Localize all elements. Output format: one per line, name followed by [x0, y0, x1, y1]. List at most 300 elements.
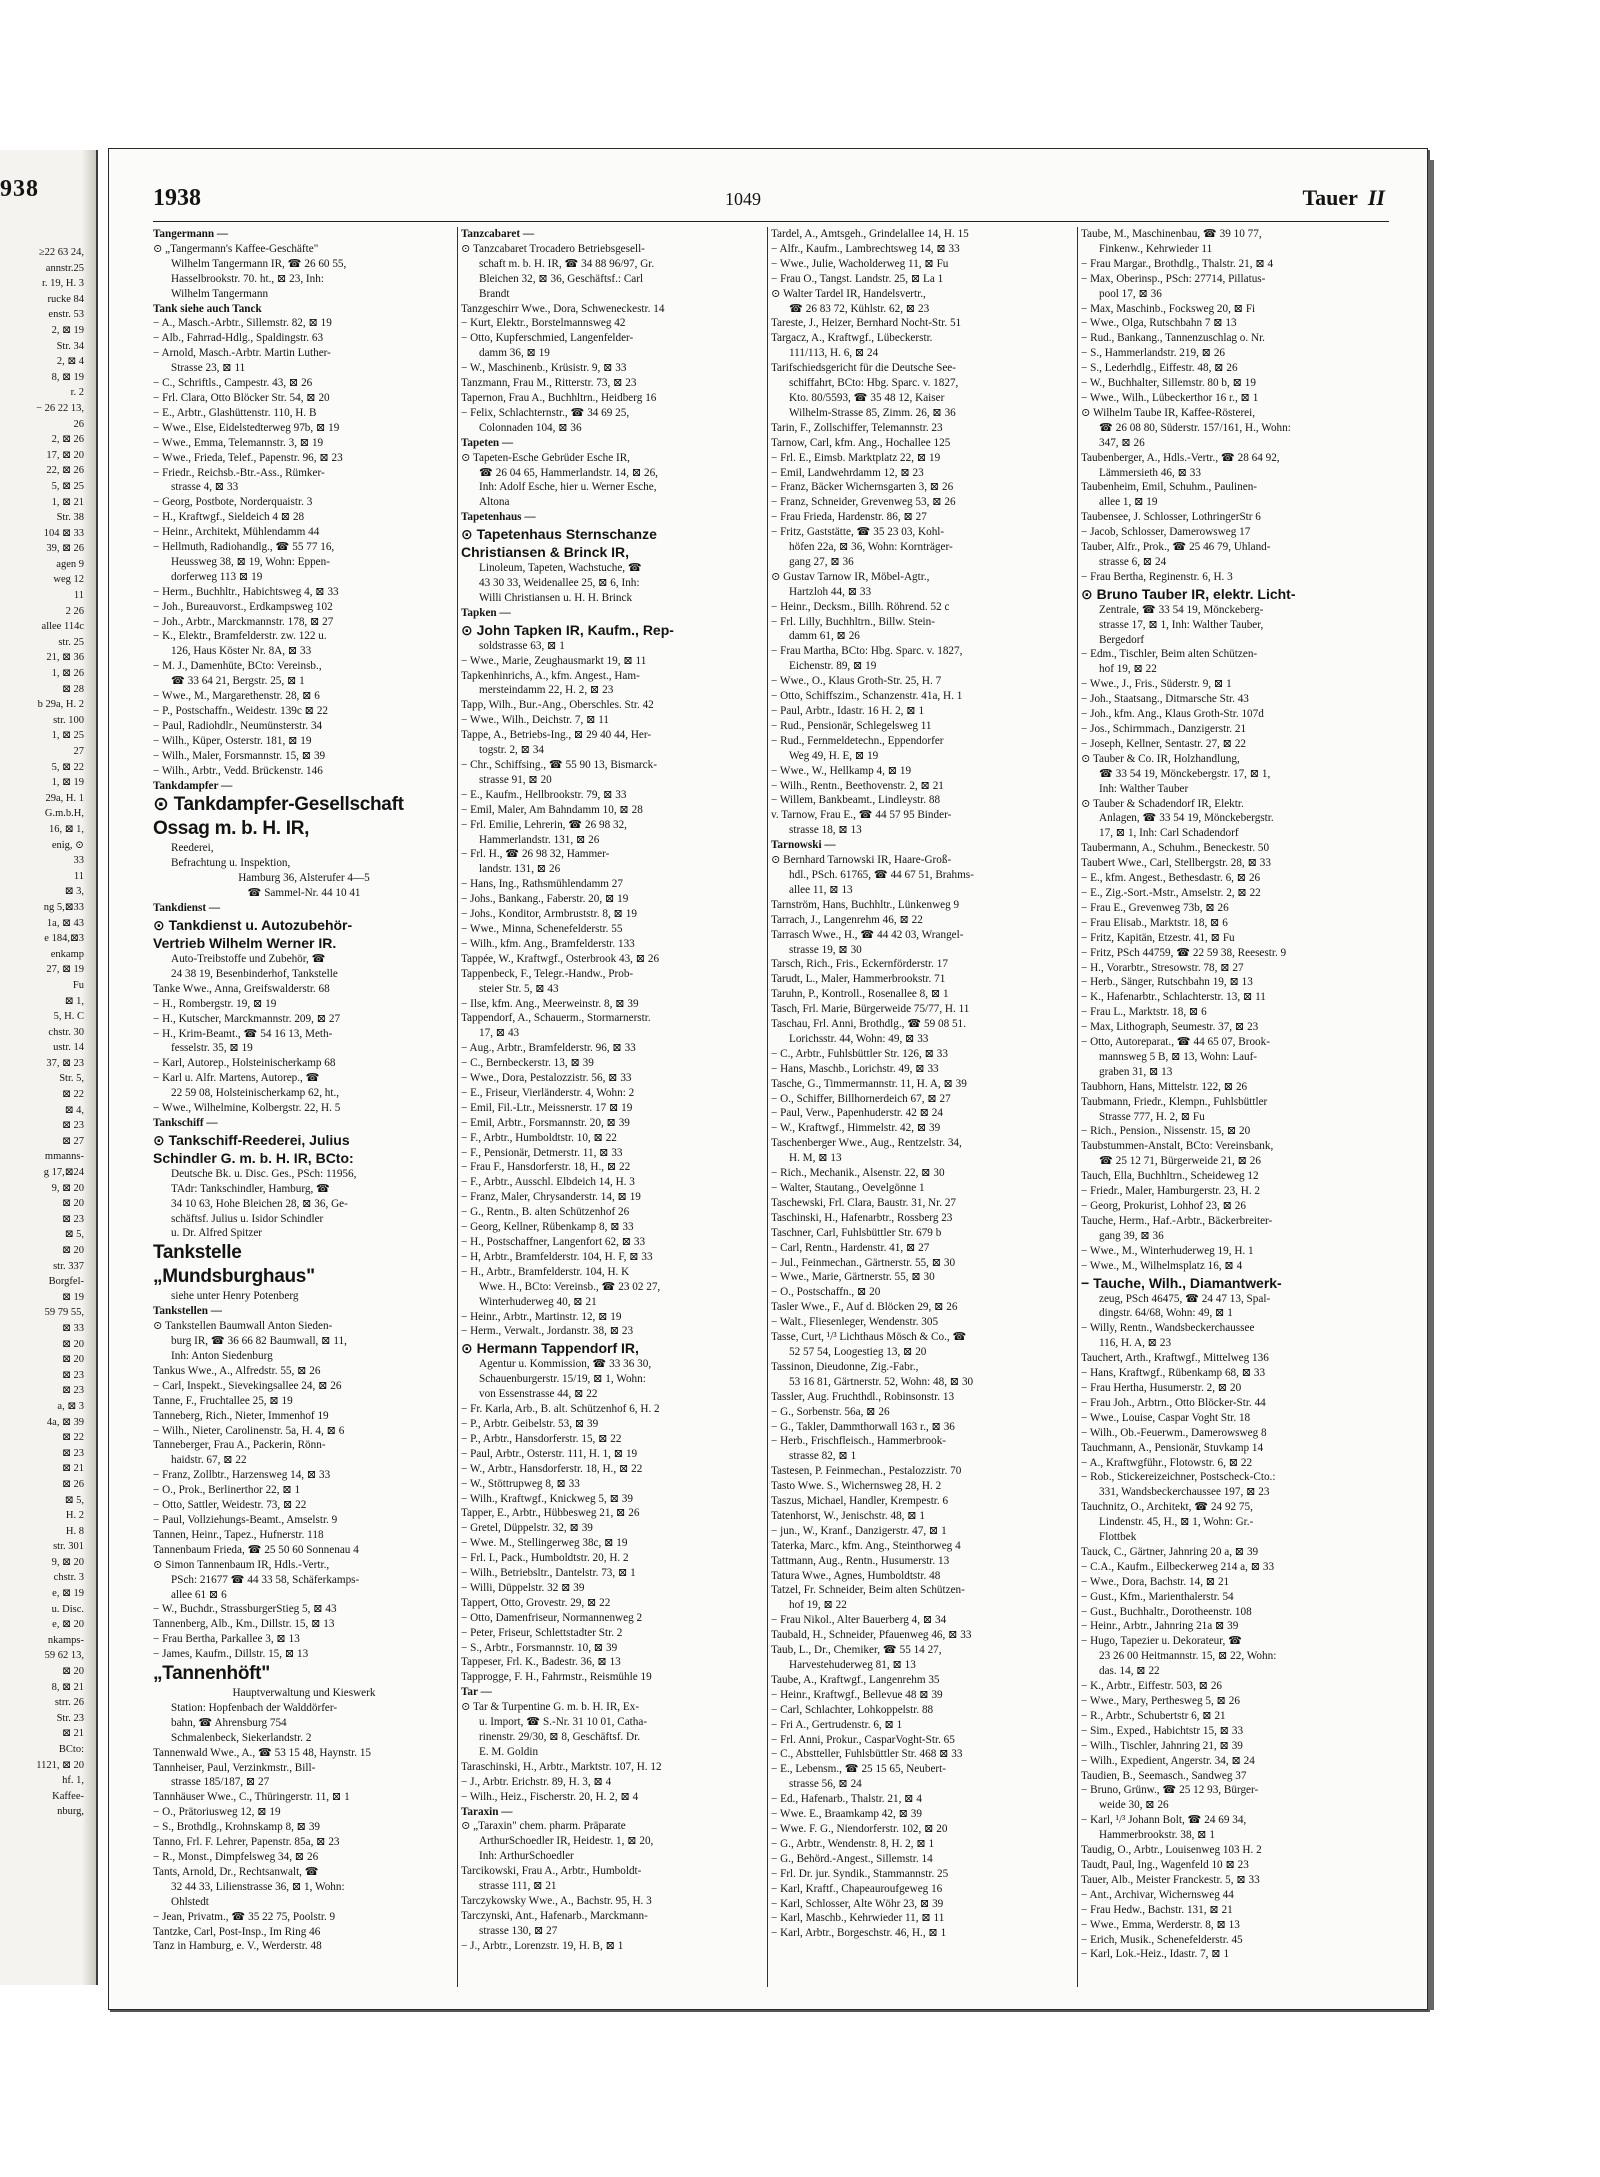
directory-entry: Tauer, Alb., Meister Franckestr. 5, ⊠ 33 — [1081, 1873, 1260, 1886]
directory-entry: strasse 18, ⊠ 13 — [789, 824, 862, 837]
directory-entry: Tatenhorst, W., Jenischstr. 48, ⊠ 1 — [771, 1509, 926, 1522]
directory-entry: strasse 82, ⊠ 1 — [789, 1450, 857, 1463]
previous-page-line: 9, ⊠ 20 — [51, 1556, 84, 1568]
directory-entry: Tasche, G., Timmermannstr. 11, H. A, ⊠ 39 — [771, 1077, 967, 1090]
directory-entry: Tassler, Aug. Fruchthdl., Robinsonstr. 13 — [771, 1390, 955, 1403]
directory-entry: ⊙ Tapeten-Esche Gebrüder Esche IR, — [461, 451, 630, 464]
directory-entry: Vertrieb Wilhelm Werner IR. — [153, 934, 337, 951]
previous-page-line: Str. 34 — [56, 340, 84, 352]
directory-entry: − E., Lebensm., ☎ 25 15 65, Neubert- — [771, 1763, 946, 1776]
directory-entry: − O., Prok., Berlinerthor 22, ⊠ 1 — [153, 1484, 301, 1497]
directory-entry: − K., Hafenarbtr., Schlachterstr. 13, ⊠ 11 — [1081, 991, 1266, 1004]
previous-page-line: ng 5,⊠33 — [43, 901, 84, 913]
directory-entry: hof 19, ⊠ 22 — [789, 1599, 847, 1612]
directory-entry: − F., Pensionär, Detmerstr. 11, ⊠ 33 — [461, 1146, 623, 1159]
directory-entry: Tatzel, Fr. Schneider, Beim alten Schützen- — [771, 1584, 965, 1597]
directory-entry: − Hans, Ing., Rathsmühlendamm 27 — [461, 878, 623, 891]
directory-entry: − S., Brothdlg., Krohnskamp 8, ⊠ 39 — [153, 1821, 321, 1834]
previous-page-line: chstr. 30 — [48, 1026, 84, 1038]
previous-page-line: Kaffee- — [52, 1790, 84, 1802]
directory-entry: Tauchnitz, O., Architekt, ☎ 24 92 75, — [1081, 1501, 1253, 1514]
previous-page-line: ⊠ 3, — [64, 886, 84, 898]
directory-entry: − Otto, Kupferschmied, Langenfelder- — [461, 332, 634, 345]
directory-entry: Reederei, — [171, 842, 214, 855]
directory-entry: Inh: Walther Tauber — [1099, 782, 1189, 795]
directory-entry: Tantzke, Carl, Post-Insp., Im Ring 46 — [153, 1925, 321, 1938]
directory-entry: Tauber, Alfr., Prok., ☎ 25 46 79, Uhland- — [1081, 541, 1271, 554]
directory-entry: Bergedorf — [1099, 633, 1145, 646]
directory-entry: − Edm., Tischler, Beim alten Schützen- — [1081, 648, 1258, 661]
directory-entry: höfen 22a, ⊠ 36, Wohn: Kornträger- — [789, 541, 953, 554]
directory-entry: Tants, Arnold, Dr., Rechtsanwalt, ☎ — [153, 1865, 319, 1878]
directory-entry: − Herb., Sänger, Rutschbahn 19, ⊠ 13 — [1081, 976, 1253, 989]
previous-page-line: nkamps- — [47, 1634, 84, 1646]
directory-entry: − Wwe., Wilh., Lübeckerthor 16 r., ⊠ 1 — [1081, 391, 1259, 404]
directory-entry: − Herb., Frischfleisch., Hammerbrook- — [771, 1435, 947, 1448]
directory-entry: − Ed., Hafenarb., Thalstr. 21, ⊠ 4 — [771, 1793, 922, 1806]
directory-entry: − Frau Bertha, Reginenstr. 6, H. 3 — [1081, 570, 1233, 583]
directory-entry: Schmalenbeck, Siekerlandstr. 2 — [171, 1731, 312, 1744]
previous-page-line: ⊠ 4, — [64, 1104, 84, 1116]
directory-entry: − Joh., Bureauvorst., Erdkampsweg 102 — [153, 600, 333, 613]
directory-entry: ⊙ Tauber & Schadendorf IR, Elektr. — [1081, 797, 1244, 810]
directory-entry: Ohlstedt — [171, 1895, 209, 1908]
directory-entry: ⊙ Simon Tannenbaum IR, Hdls.-Vertr., — [153, 1558, 330, 1571]
directory-entry: damm 61, ⊠ 26 — [789, 630, 860, 643]
directory-entry: − Herm., Verwalt., Jordanstr. 38, ⊠ 23 — [461, 1325, 634, 1338]
directory-entry: Heussweg 38, ⊠ 19, Wohn: Eppen- — [171, 555, 330, 568]
directory-entry: − Rud., Bankang., Tannenzuschlag o. Nr. — [1081, 332, 1265, 345]
directory-entry: Taube, M., Maschinenbau, ☎ 39 10 77, — [1081, 228, 1262, 240]
directory-entry: − Karl, Schlosser, Alte Wöhr 23, ⊠ 39 — [771, 1897, 944, 1910]
directory-entry: − Felix, Schlachternstr., ☎ 34 69 25, — [461, 406, 630, 419]
directory-entry: − H., Rombergstr. 19, ⊠ 19 — [153, 997, 277, 1010]
previous-page-line: 16, ⊠ 1, — [48, 823, 84, 835]
previous-page-line: ⊠ 23 — [62, 1447, 84, 1459]
directory-entry: Tappeser, Frl. K., Badestr. 36, ⊠ 13 — [461, 1656, 621, 1669]
directory-entry: − W., Stöttrupweg 8, ⊠ 33 — [461, 1477, 580, 1490]
previous-page-line: 2 26 — [65, 605, 84, 617]
directory-entry: − Frau Bertha, Parkallee 3, ⊠ 13 — [153, 1633, 300, 1646]
previous-page-line: strr. 26 — [54, 1697, 84, 1709]
directory-entry: Taubermann, A., Schuhm., Beneckestr. 50 — [1081, 842, 1270, 855]
directory-entry: − Wilh., Arbtr., Vedd. Brückenstr. 146 — [153, 764, 323, 777]
previous-page-line: 27 — [73, 746, 84, 757]
directory-entry: graben 31, ⊠ 13 — [1099, 1065, 1173, 1078]
directory-entry: 111/113, H. 6, ⊠ 24 — [789, 347, 879, 360]
directory-entry: soldstrasse 63, ⊠ 1 — [479, 639, 565, 652]
directory-entry: − Wwe. M., Stellingerweg 38c, ⊠ 19 — [461, 1537, 628, 1550]
previous-page-line: Fu — [72, 979, 84, 991]
directory-entry: − Wilh., Heiz., Fischerstr. 20, H. 2, ⊠ 4 — [461, 1790, 639, 1803]
directory-entry: schaft m. b. H. IR, ☎ 34 88 96/97, Gr. — [479, 257, 655, 270]
directory-entry: − Alfr., Kaufm., Lambrechtsweg 14, ⊠ 33 — [771, 242, 960, 255]
directory-entry: ⊙ Tar & Turpentine G. m. b. H. IR, Ex- — [461, 1701, 640, 1714]
directory-entry: Tarin, F., Zollschiffer, Telemannstr. 23 — [771, 421, 943, 434]
directory-entry: − Wwe., M., Winterhuderweg 19, H. 1 — [1081, 1244, 1254, 1257]
directory-entry: − Max, Lithograph, Seumestr. 37, ⊠ 23 — [1081, 1021, 1259, 1034]
page-year: 1938 — [153, 185, 201, 211]
directory-entry: „Mundsburghaus" — [153, 1266, 315, 1288]
directory-entry: ⊙ „Taraxin" chem. pharm. Präparate — [461, 1820, 626, 1833]
directory-entry: strasse 4, ⊠ 33 — [171, 481, 239, 494]
directory-entry: − Jacob, Schlosser, Damerowsweg 17 — [1081, 526, 1251, 539]
directory-entry: 17, ⊠ 1, Inh: Carl Schadendorf — [1099, 827, 1239, 840]
directory-entry: Tankstelle — [153, 1242, 242, 1264]
directory-entry: ⊙ Tankdampfer-Gesellschaft — [153, 794, 404, 816]
directory-entry: Taub, L., Dr., Chemiker, ☎ 55 14 27, — [771, 1644, 942, 1657]
directory-entry: Tarsch, Rich., Fris., Eckernförderstr. 17 — [771, 958, 948, 971]
directory-entry: rinenstr. 29/30, ⊠ 8, Geschäftsf. Dr. — [479, 1731, 640, 1743]
column-divider — [457, 227, 458, 1987]
directory-entry: − R., Arbtr., Schubertstr 6, ⊠ 21 — [1081, 1709, 1226, 1722]
directory-entry: − W., Buchdr., StrassburgerStieg 5, ⊠ 43 — [153, 1603, 337, 1616]
directory-entry: Tappert, Otto, Grovestr. 29, ⊠ 22 — [461, 1596, 611, 1609]
directory-entry: − Frau Joh., Arbtrn., Otto Blöcker-Str. 44 — [1081, 1396, 1266, 1409]
directory-entry: ☎ Sammel-Nr. 44 10 41 — [247, 887, 361, 900]
directory-entry: Tanke Wwe., Anna, Greifswalderstr. 68 — [153, 982, 330, 995]
section-heading: Tapetenhaus — — [461, 511, 536, 524]
directory-entry: ⊙ Walter Tardel IR, Handelsvertr., — [771, 287, 926, 300]
previous-page-line: 11 — [73, 590, 84, 602]
previous-page-line: 33 — [73, 855, 84, 867]
directory-entry: Hauptverwaltung und Kieswerk — [232, 1687, 376, 1700]
directory-entry: − Frau Frieda, Hardenstr. 86, ⊠ 27 — [771, 511, 927, 524]
directory-entry: Tannenwald Wwe., A., ☎ 53 15 48, Haynstr. 15 — [153, 1746, 372, 1759]
directory-entry: Tannhäuser Wwe., C., Thüringerstr. 11, ⊠ 1 — [153, 1791, 350, 1804]
directory-entry: von Essenstrasse 44, ⊠ 22 — [479, 1388, 598, 1401]
directory-entry: − E., Arbtr., Glashüttenstr. 110, H. B — [153, 406, 317, 419]
directory-entry: Weg 49, H. E, ⊠ 19 — [789, 749, 879, 762]
directory-entry: − Frau Elisab., Marktstr. 18, ⊠ 6 — [1081, 916, 1228, 929]
directory-entry: 22 59 08, Holsteinischerkamp 62, ht., — [171, 1087, 340, 1100]
directory-entry: − Frl. Lilly, Buchhltrn., Billw. Stein- — [771, 615, 935, 628]
directory-entry: Tauchert, Arth., Kraftwgf., Mittelweg 136 — [1081, 1352, 1269, 1365]
directory-entry: − Frl. Emilie, Lehrerin, ☎ 26 98 32, — [461, 818, 627, 831]
directory-entry: schäftsf. Julius u. Isidor Schindler — [171, 1212, 324, 1225]
directory-entry: − Wilh., Nieter, Carolinenstr. 5a, H. 4, ⊠ 6 — [153, 1424, 345, 1437]
previous-page-line: e 184,⊠3 — [44, 933, 84, 945]
directory-entry: Kto. 80/5593, ☎ 35 48 12, Kaiser — [789, 391, 945, 404]
previous-page-line: ⊠ 5, — [64, 1229, 84, 1241]
directory-entry: − Carl, Inspekt., Sievekingsallee 24, ⊠ 26 — [153, 1379, 342, 1392]
directory-entry: strasse 91, ⊠ 20 — [479, 773, 552, 786]
directory-entry: ☎ 26 08 80, Süderstr. 157/161, H., Wohn: — [1099, 421, 1291, 434]
previous-page-line: 1, ⊠ 25 — [51, 730, 84, 742]
directory-entry: − Wwe., Else, Eidelstedterweg 97b, ⊠ 19 — [153, 421, 340, 434]
previous-page-line: hf. 1, — [62, 1775, 84, 1787]
directory-entry: burg IR, ☎ 36 66 82 Baumwall, ⊠ 11, — [171, 1335, 347, 1348]
directory-entry: − Otto, Autoreparat., ☎ 44 65 07, Brook- — [1081, 1036, 1270, 1049]
directory-entry: strasse 19, ⊠ 30 — [789, 943, 862, 956]
directory-entry: − Fritz, PSch 44759, ☎ 22 59 38, Reesestr. 9 — [1081, 946, 1287, 959]
previous-page-line: H. 8 — [65, 1525, 84, 1537]
directory-entry: − R., Monst., Dimpfelsweg 34, ⊠ 26 — [153, 1851, 319, 1863]
previous-page-line: r. 19, H. 3 — [42, 278, 84, 290]
directory-entry: Tapper, E., Arbtr., Hübbesweg 21, ⊠ 26 — [461, 1507, 640, 1520]
directory-entry: − C., Arbtr., Fuhlsbüttler Str. 126, ⊠ 33 — [771, 1047, 948, 1060]
page-fold-shadow — [82, 150, 96, 1985]
section-heading: Tar — — [461, 1686, 492, 1699]
previous-page-line: 59 62 13, — [44, 1650, 84, 1662]
page-number: 1049 — [725, 189, 761, 209]
directory-entry: − Franz, Zollbtr., Harzensweg 14, ⊠ 33 — [153, 1469, 331, 1482]
directory-entry: Tarrasch Wwe., H., ☎ 44 42 03, Wrangel- — [771, 928, 964, 941]
previous-page-line: agen 9 — [56, 558, 84, 570]
previous-page-line: Str. 38 — [56, 512, 84, 524]
previous-page-line: ⊠ 20 — [62, 1354, 84, 1366]
directory-entry: − Wwe., Olga, Rutschbahn 7 ⊠ 13 — [1081, 317, 1237, 330]
previous-page-line: e, ⊠ 20 — [52, 1619, 84, 1631]
directory-entry: Tanzgeschirr Wwe., Dora, Schweneckestr. 14 — [461, 302, 665, 315]
previous-page-line: ⊠ 23 — [62, 1369, 84, 1381]
directory-entry: Tanneberg, Rich., Nieter, Immenhof 19 — [153, 1409, 329, 1422]
previous-page-line: ⊠ 23 — [62, 1213, 84, 1225]
directory-entry: − Fritz, Gaststätte, ☎ 35 23 03, Kohl- — [771, 526, 945, 539]
directory-entry: „Tannenhöft" — [153, 1663, 270, 1685]
directory-entry: − Hans, Kraftwgf., Rübenkamp 68, ⊠ 33 — [1081, 1367, 1266, 1380]
directory-entry: Tarczynski, Ant., Hafenarb., Marckmann- — [461, 1909, 648, 1922]
directory-entry: v. Tarnow, Frau E., ☎ 44 57 95 Binder- — [771, 809, 952, 822]
directory-entry: Tanz in Hamburg, e. V., Werderstr. 48 — [153, 1940, 322, 1953]
previous-page-line: 11 — [73, 870, 84, 882]
directory-entry: − E., Zig.-Sort.-Mstr., Amselstr. 2, ⊠ 22 — [1081, 886, 1261, 899]
directory-entry: − Willy, Rentn., Wandsbeckerchaussee — [1081, 1322, 1255, 1335]
directory-entry: PSch: 21677 ☎ 44 33 58, Schäferkamps- — [171, 1573, 360, 1586]
directory-entry: − Heinr., Arbtr., Martinstr. 12, ⊠ 19 — [461, 1310, 622, 1323]
previous-page-line: weg 12 — [53, 574, 84, 586]
directory-entry: haidstr. 67, ⊠ 22 — [171, 1454, 247, 1467]
previous-page-line: 2, ⊠ 4 — [56, 356, 84, 368]
directory-entry: − Paul, Vollziehungs-Beamt., Amselstr. 9 — [153, 1513, 338, 1526]
directory-entry: − E., kfm. Angest., Bethesdastr. 6, ⊠ 26 — [1081, 872, 1261, 885]
directory-entry: ⊙ Wilhelm Taube IR, Kaffee-Rösterei, — [1081, 406, 1256, 419]
directory-entry: Tareste, J., Heizer, Bernhard Nocht-Str. 51 — [771, 317, 962, 330]
previous-page-line: 27, ⊠ 19 — [46, 964, 84, 976]
directory-entry: 52 57 54, Loogestieg 13, ⊠ 20 — [789, 1345, 927, 1358]
directory-entry: fesselstr. 35, ⊠ 19 — [171, 1042, 253, 1055]
directory-columns — [153, 227, 1393, 1987]
directory-entry: − P., Postschaffn., Weidestr. 139c ⊠ 22 — [153, 705, 329, 717]
directory-entry: − Wwe., M., Margarethenstr. 28, ⊠ 6 — [153, 690, 320, 703]
directory-entry: Wwe. H., BCto: Vereinsb., ☎ 23 02 27, — [479, 1280, 661, 1293]
directory-entry: − Johs., Bankang., Faberstr. 20, ⊠ 19 — [461, 893, 629, 906]
previous-page-line: 59 79 55, — [44, 1307, 84, 1319]
directory-entry: allee 1, ⊠ 19 — [1099, 496, 1158, 509]
previous-page-line: enstr. 53 — [48, 309, 84, 321]
directory-entry: − Otto, Sattler, Weidestr. 73, ⊠ 22 — [153, 1499, 307, 1512]
directory-entry: − Wwe., J., Fris., Süderstr. 9, ⊠ 1 — [1081, 678, 1232, 691]
directory-entry: Hamburg 36, Alsterufer 4—5 — [238, 872, 370, 885]
directory-entry: − Gust., Buchhaltr., Dorotheenstr. 108 — [1081, 1605, 1252, 1618]
directory-entry: strasse 56, ⊠ 24 — [789, 1778, 862, 1791]
directory-entry: Schauenburgerstr. 15/19, ⊠ 1, Wohn: — [479, 1373, 646, 1386]
directory-entry: − Frau Margar., Brothdlg., Thalstr. 21, ⊠ 4 — [1081, 257, 1274, 270]
directory-entry: ☎ 26 83 72, Kühlstr. 62, ⊠ 23 — [789, 302, 930, 315]
directory-entry: Strasse 777, H. 2, ⊠ Fu — [1099, 1110, 1205, 1123]
directory-entry: − C., Bernbeckerstr. 13, ⊠ 39 — [461, 1057, 594, 1070]
section-heading: Tapeten — — [461, 436, 514, 449]
previous-page-line: 21, ⊠ 36 — [46, 652, 84, 664]
previous-page-line: nburg, — [57, 1806, 84, 1818]
directory-entry: Tannenberg, Alb., Km., Dillstr. 15, ⊠ 13 — [153, 1618, 335, 1631]
directory-entry: − Fr. Karla, Arb., B. alt. Schützenhof 6, H. 2 — [461, 1403, 660, 1416]
directory-entry: − Paul, Arbtr., Idastr. 16 H. 2, ⊠ 1 — [771, 705, 925, 717]
directory-entry: Tanne, F., Fruchtallee 25, ⊠ 19 — [153, 1394, 293, 1407]
directory-entry: − Max, Maschinb., Focksweg 20, ⊠ Fi — [1081, 302, 1256, 315]
directory-entry: − Hellmuth, Radiohandlg., ☎ 55 77 16, — [153, 541, 335, 554]
directory-entry: − Wwe. E., Braamkamp 42, ⊠ 39 — [771, 1808, 922, 1821]
directory-entry: − Rich., Mechanik., Alsenstr. 22, ⊠ 30 — [771, 1167, 945, 1180]
directory-entry: Tasler Wwe., F., Auf d. Blöcken 29, ⊠ 26 — [771, 1301, 958, 1314]
directory-entry: Tatura Wwe., Agnes, Humboldtstr. 48 — [771, 1569, 941, 1582]
directory-entry: − Emil, Maler, Am Bahndamm 10, ⊠ 28 — [461, 803, 643, 816]
directory-entry: − Jul., Feinmechan., Gärtnerstr. 55, ⊠ 30 — [771, 1256, 956, 1269]
directory-entry: − Walt., Fliesenleger, Wendenstr. 305 — [771, 1316, 939, 1329]
directory-entry: − James, Kaufm., Dillstr. 15, ⊠ 13 — [153, 1648, 309, 1661]
previous-page-line: annstr.25 — [45, 262, 84, 274]
directory-entry: − Heinr., Decksm., Billh. Röhrend. 52 c — [771, 600, 950, 613]
directory-entry: − Chr., Schiffsing., ☎ 55 90 13, Bismarck- — [461, 759, 657, 771]
previous-page-line: ≥22 63 24, — [38, 247, 84, 258]
directory-entry: Inh: Adolf Esche, hier u. Werner Esche, — [479, 481, 657, 494]
directory-entry: − Otto, Schiffszim., Schanzenstr. 41a, H. 1 — [771, 690, 963, 703]
page-header — [153, 185, 1393, 219]
previous-page-line: ⊠ 23 — [62, 1120, 84, 1132]
directory-entry: − W., Buchhalter, Sillemstr. 80 b, ⊠ 19 — [1081, 377, 1256, 390]
previous-page-line: ⊠ 20 — [62, 1338, 84, 1350]
directory-entry: − Frau Hertha, Husumerstr. 2, ⊠ 20 — [1081, 1381, 1242, 1394]
directory-entry: − Wwe., Mary, Perthesweg 5, ⊠ 26 — [1081, 1695, 1240, 1707]
previous-page-line: ⊠ 22 — [62, 1089, 84, 1101]
directory-entry: ⊙ Tanzcabaret Trocadero Betriebsgesell- — [461, 242, 645, 255]
directory-entry: Taubstummen-Anstalt, BCto: Vereinsbank, — [1081, 1140, 1274, 1153]
previous-page-line: 37, ⊠ 23 — [46, 1057, 84, 1069]
directory-entry: gang 27, ⊠ 36 — [789, 555, 854, 568]
directory-entry: − H., Kraftwgf., Sieldeich 4 ⊠ 28 — [153, 511, 305, 524]
directory-entry: − A., Kraftwgführ., Flotowstr. 6, ⊠ 22 — [1081, 1456, 1253, 1469]
directory-entry: − Rud., Pensionär, Schlegelsweg 11 — [771, 719, 932, 732]
previous-page-line: 17, ⊠ 20 — [46, 449, 84, 461]
previous-page-line: ⊠ 20 — [62, 1666, 84, 1678]
directory-entry: Agentur u. Kommission, ☎ 33 36 30, — [479, 1358, 652, 1371]
section-heading: Taraxin — — [461, 1805, 513, 1818]
directory-entry: mersteindamm 22, H. 2, ⊠ 23 — [479, 684, 614, 697]
previous-page-line: 8, ⊠ 21 — [51, 1681, 84, 1693]
directory-entry: − Otto, Damenfriseur, Normannenweg 2 — [461, 1611, 643, 1624]
previous-page-line: Borgfel- — [48, 1276, 84, 1288]
directory-entry: Winterhuderweg 40, ⊠ 21 — [479, 1295, 597, 1308]
directory-entry: − J., Arbtr. Erichstr. 89, H. 3, ⊠ 4 — [461, 1775, 612, 1788]
directory-entry: Taubhorn, Hans, Mittelstr. 122, ⊠ 26 — [1081, 1080, 1248, 1093]
directory-entry: Christiansen & Brinck IR, — [461, 544, 630, 561]
directory-entry: − Wilh., kfm. Ang., Bramfelderstr. 133 — [461, 937, 635, 950]
previous-page-line: b 29a, H. 2 — [37, 699, 84, 711]
directory-entry: − Georg, Postbote, Norderquaistr. 3 — [153, 496, 313, 509]
directory-entry: − Wilh., Expedient, Angerstr. 34, ⊠ 24 — [1081, 1754, 1255, 1767]
previous-page-text-fragments — [36, 245, 84, 1820]
previous-page-line: r. 2 — [70, 387, 84, 399]
directory-entry: − S., Arbtr., Forsmannstr. 10, ⊠ 39 — [461, 1641, 618, 1654]
directory-entry: Taschner, Carl, Fuhlsbüttler Str. 679 b — [771, 1226, 942, 1239]
directory-entry: − Emil, Landwehrdamm 12, ⊠ 23 — [771, 466, 924, 479]
previous-page-line: G.m.b.H, — [44, 808, 84, 820]
previous-page-line: str. 337 — [53, 1260, 84, 1272]
directory-entry: 126, Haus Köster Nr. 8A, ⊠ 33 — [171, 645, 312, 658]
column-divider — [1077, 227, 1078, 1987]
directory-entry: − Wwe., Frieda, Telef., Papenstr. 96, ⊠ 23 — [153, 451, 343, 464]
directory-entry: Hammerbrookstr. 38, ⊠ 1 — [1099, 1829, 1215, 1842]
directory-entry: ⊙ Gustav Tarnow IR, Möbel-Agtr., — [771, 570, 930, 583]
directory-entry: Ossag m. b. H. IR, — [153, 818, 310, 840]
directory-entry: − K., Elektr., Bramfelderstr. zw. 122 u. — [153, 630, 327, 643]
directory-entry: Finkenw., Kehrwieder 11 — [1099, 242, 1213, 255]
directory-entry: − Wilh., Rentn., Beethovenstr. 2, ⊠ 21 — [771, 779, 944, 792]
directory-entry: Auto-Treibstoffe und Zubehör, ☎ — [171, 952, 326, 965]
directory-entry: Tapp, Wilh., Bur.-Ang., Oberschles. Str. 42 — [461, 699, 654, 712]
directory-entry: − O., Prätoriusweg 12, ⊠ 19 — [153, 1806, 281, 1819]
previous-page-line: 5, H. C — [53, 1011, 84, 1023]
previous-page-line: ⊠ 33 — [62, 1322, 84, 1334]
directory-entry: − Wwe., Minna, Schenefelderstr. 55 — [461, 922, 623, 935]
directory-entry: − J., Arbtr., Lorenzstr. 19, H. B, ⊠ 1 — [461, 1939, 624, 1952]
directory-entry: − Wwe., O., Klaus Groth-Str. 25, H. 7 — [771, 675, 942, 688]
directory-entry: Hasselbrookstr. 70. ht., ⊠ 23, Inh: — [171, 272, 324, 285]
directory-entry: Wilhelm-Strasse 85, Zimm. 26, ⊠ 36 — [789, 406, 956, 419]
directory-entry: Tattmann, Aug., Rentn., Husumerstr. 13 — [771, 1554, 950, 1567]
section-heading: Tankschiff — — [153, 1116, 218, 1129]
directory-entry: Zentrale, ☎ 33 54 19, Mönckeberg- — [1099, 603, 1264, 616]
directory-entry: strasse 185/187, ⊠ 27 — [171, 1776, 270, 1789]
directory-entry: − Wwe., Emma, Telemannstr. 3, ⊠ 19 — [153, 436, 324, 449]
directory-entry: u. Import, ☎ S.-Nr. 31 10 01, Catha- — [479, 1716, 648, 1729]
directory-entry: − Georg, Prokurist, Lohhof 23, ⊠ 26 — [1081, 1200, 1246, 1212]
directory-entry: Tappenbeck, F., Telegr.-Handw., Prob- — [461, 967, 634, 980]
directory-entry: Taubensee, J. Schlosser, LothringerStr 6 — [1081, 511, 1261, 524]
directory-entry: Tappendorf, A., Schauerm., Stormarnerstr. — [461, 1012, 651, 1025]
previous-page-line: ⊠ 27 — [62, 1135, 84, 1147]
directory-entry: − Emil, Fil.-Ltr., Meissnerstr. 17 ⊠ 19 — [461, 1101, 633, 1114]
directory-entry: − Wilh., Betriebsltr., Dantelstr. 73, ⊠ 1 — [461, 1567, 636, 1580]
directory-entry: − Wilh., Kraftwgf., Knickweg 5, ⊠ 39 — [461, 1492, 633, 1505]
directory-entry: − Joh., Arbtr., Marckmannstr. 178, ⊠ 27 — [153, 615, 334, 628]
directory-entry: Tannenbaum Frieda, ☎ 25 50 60 Sonnenau 4 — [153, 1543, 359, 1556]
previous-page-line: ustr. 14 — [53, 1042, 84, 1054]
directory-entry: − Frl. E., Eimsb. Marktplatz 22, ⊠ 19 — [771, 451, 941, 464]
directory-entry: Harvestehuderweg 81, ⊠ 13 — [789, 1659, 916, 1671]
section-heading: Tankstellen — — [153, 1305, 222, 1318]
previous-page-line: e, ⊠ 19 — [52, 1588, 84, 1600]
directory-entry: − Franz, Bäcker Wichernsgarten 3, ⊠ 26 — [771, 481, 954, 494]
directory-entry: − Gretel, Düppelstr. 32, ⊠ 39 — [461, 1522, 593, 1535]
directory-entry: − Bruno, Grünw., ☎ 25 12 93, Bürger- — [1081, 1784, 1259, 1797]
directory-page — [108, 148, 1428, 2010]
directory-entry: Taubenheim, Emil, Schuhm., Paulinen- — [1081, 481, 1258, 494]
previous-page-line: mmanns- — [44, 1151, 84, 1163]
directory-entry: − G., Behörd.-Angest., Sillemstr. 14 — [771, 1852, 933, 1865]
directory-entry: − H., Kutscher, Marckmannstr. 209, ⊠ 27 — [153, 1012, 341, 1025]
directory-entry: − Frau Hedw., Bachstr. 131, ⊠ 21 — [1081, 1903, 1233, 1916]
directory-entry: − Frau O., Tangst. Landstr. 25, ⊠ La 1 — [771, 272, 944, 285]
directory-entry: Tarrach, J., Langenrehm 46, ⊠ 22 — [771, 913, 923, 926]
directory-entry: siehe unter Henry Potenberg — [171, 1290, 299, 1303]
directory-entry: Bleichen 32, ⊠ 36, Geschäftsf.: Carl — [479, 272, 644, 285]
directory-entry: − Paul, Arbtr., Osterstr. 111, H. 1, ⊠ 19 — [461, 1447, 638, 1460]
directory-entry: − Karl u. Alfr. Martens, Autorep., ☎ — [153, 1072, 320, 1085]
directory-entry: − jun., W., Kranf., Danzigerstr. 47, ⊠ 1 — [771, 1524, 947, 1537]
previous-page-line: Str. 23 — [56, 1712, 84, 1724]
previous-page-line: ⊠ 20 — [62, 1245, 84, 1256]
